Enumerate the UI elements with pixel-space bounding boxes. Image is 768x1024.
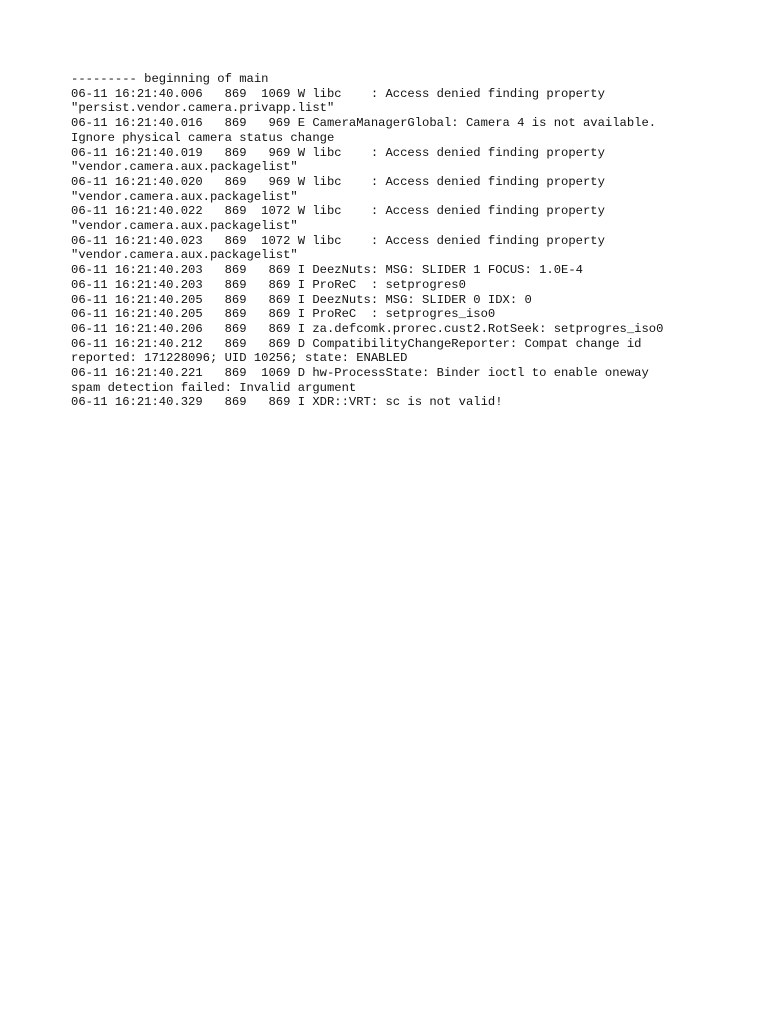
log-line: 06-11 16:21:40.212 869 869 D CompatibilityChangeReporter: Compat change id — [71, 336, 642, 351]
log-line: 06-11 16:21:40.022 869 1072 W libc : Access denied finding property — [71, 204, 605, 219]
log-line: 06-11 16:21:40.006 869 1069 W libc : Access denied finding property — [71, 86, 605, 101]
log-line: 06-11 16:21:40.205 869 869 I DeezNuts: MSG: SLIDER 0 IDX: 0 — [71, 292, 532, 307]
log-line: 06-11 16:21:40.020 869 969 W libc : Access denied finding property — [71, 174, 605, 189]
log-line: reported: 171228096; UID 10256; state: ENABLED — [71, 351, 408, 366]
log-line: 06-11 16:21:40.023 869 1072 W libc : Access denied finding property — [71, 233, 605, 248]
log-document — [71, 72, 751, 410]
log-line: "vendor.camera.aux.packagelist" — [71, 189, 298, 204]
log-line: 06-11 16:21:40.019 869 969 W libc : Access denied finding property — [71, 145, 605, 160]
log-line: 06-11 16:21:40.205 869 869 I ProReC : setprogres_iso0 — [71, 307, 496, 322]
log-line: "vendor.camera.aux.packagelist" — [71, 219, 298, 234]
log-line: 06-11 16:21:40.206 869 869 I za.defcomk.prorec.cust2.RotSeek: setprogres_iso0 — [71, 321, 664, 336]
log-line: spam detection failed: Invalid argument — [71, 380, 357, 395]
log-line: Ignore physical camera status change — [71, 130, 335, 145]
log-line: "persist.vendor.camera.privapp.list" — [71, 101, 335, 116]
log-line: 06-11 16:21:40.329 869 869 I XDR::VRT: sc is not valid! — [71, 395, 503, 410]
log-line: --------- beginning of main — [71, 72, 269, 86]
log-line: "vendor.camera.aux.packagelist" — [71, 248, 298, 263]
log-line: 06-11 16:21:40.016 869 969 E CameraManagerGlobal: Camera 4 is not available. — [71, 116, 657, 131]
log-line: 06-11 16:21:40.203 869 869 I DeezNuts: MSG: SLIDER 1 FOCUS: 1.0E-4 — [71, 263, 583, 278]
log-line: "vendor.camera.aux.packagelist" — [71, 160, 298, 175]
log-line: 06-11 16:21:40.203 869 869 I ProReC : setprogres0 — [71, 277, 466, 292]
log-line: 06-11 16:21:40.221 869 1069 D hw-ProcessState: Binder ioctl to enable oneway — [71, 366, 649, 381]
